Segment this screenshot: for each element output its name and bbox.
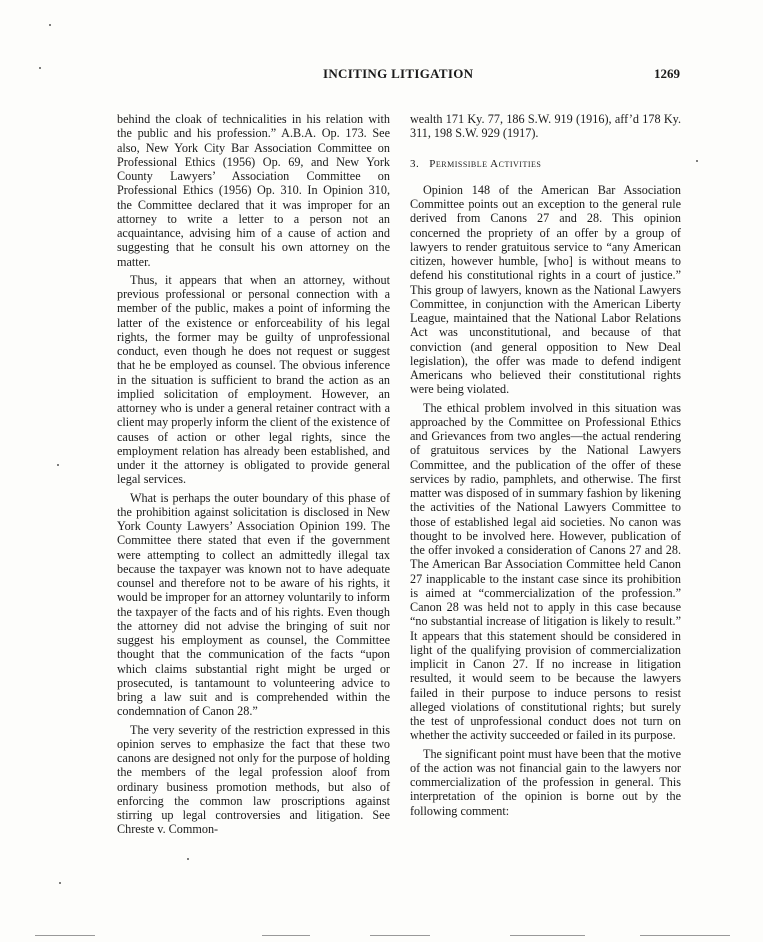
running-title: INCITING LITIGATION bbox=[323, 66, 474, 81]
paragraph: The ethical problem involved in this situation was approached by the Committee on Professional Ethics and Grievances from two angles—the actual rendering of gratuitous services by the National Lawyers Committee, and the publication of the offer of these services by radio, pamphlets, and otherwise. The first matter was disposed of in summary fashion by likening the activities of the National Lawyers Committee to those of established legal aid societies. No canon was thought to be involved here. However, publication of the offer invoked a consideration of Canons 27 and 28. The American Bar Association Committee held Canon 27 inapplicable to the instant case since its prohibition is aimed at “commercialization of the profession.” Canon 28 was held not to apply in this case because “no substantial increase of litigation is likely to result.” It appears that this statement should be considered in light of the qualifying provision of commercialization implicit in Canon 27. If no increase in litigation resulted, it would seem to be because the lawyers failed in their purpose to induce persons to resist alleged violations of constitutional rights; but surely the test of unprofessional conduct does not turn on whether the activity succeeded or failed in its purpose. bbox=[410, 400, 681, 743]
section-heading bbox=[410, 157, 681, 171]
paragraph: Opinion 148 of the American Bar Association Committee points out an exception to the general rule derived from Canons 27 and 28. This opinion concerned the propriety of an offer by a group of lawyers to render gratuitous service to “any American citizen, however humble, [who] is without means to defend his constitutional rights in a court of justice.” This group of lawyers, known as the National Lawyers Committee, in conjunction with the American Liberty League, maintained that the National Labor Relations Act was unconstitutional, and because of that conviction (and general opposition to New Deal legislation), the offer was made to defend indigent Americans who believed their constitutional rights were being violated. bbox=[410, 182, 681, 397]
section-title: Permissible Activities bbox=[429, 157, 542, 170]
paragraph: Thus, it appears that when an attorney, without previous professional or personal connection with a member of the public, makes a point of informing the latter of the existence or enforceability of his legal rights, the former may be guilty of unprofessional conduct, even though he does not request or suggest that he be employed as counsel. The obvious inference in the situation is sufficient to brand the action as an implied solicitation of employment. However, an attorney who is under a general retainer contract with a client may properly inform the client of the existence of causes of action or other legal rights, since the employment relation has already been established, and under it the attorney is obligated to provide general legal services. bbox=[117, 272, 390, 487]
paragraph-continuation: wealth 171 Ky. 77, 186 S.W. 919 (1916), aff’d 178 Ky. 311, 198 S.W. 929 (1917). bbox=[410, 112, 681, 141]
right-column bbox=[410, 112, 681, 822]
bottom-rule bbox=[35, 935, 95, 936]
paragraph: The very severity of the restriction expressed in this opinion serves to emphasize the fact that these two canons are designed not only for the purpose of holding the members of the legal profession aloof from ordinary business promotion methods, but also of enforcing the common law proscriptions against stirring up legal controversies and litigation. See Chreste v. Common- bbox=[117, 722, 390, 837]
paragraph: The significant point must have been that the motive of the action was not financial gain to the lawyers nor commercialization of the profession in general. This interpretation of the opinion is borne out by the following comment: bbox=[410, 746, 681, 818]
bottom-rule bbox=[510, 935, 585, 936]
bottom-rule bbox=[262, 935, 310, 936]
page-number: 1269 bbox=[654, 66, 680, 81]
left-column bbox=[117, 112, 390, 841]
paragraph: What is perhaps the outer boundary of this phase of the prohibition against solicitation is disclosed in New York County Lawyers’ Association Opinion 199. The Committee there stated that even if the government were attempting to collect an admittedly illegal tax because the taxpayer was known not to have adequate counsel and therefore not to be aware of his rights, it would be improper for an attorney voluntarily to inform the taxpayer of the facts and of his rights. Even though the attorney did not advise the bringing of suit nor suggest his employment as counsel, the Committee thought that the communication of the facts “upon which claims substantial right might be urged or prosecuted, is tantamount to volunteering advice to bring a law suit and is comprehended within the condemnation of Canon 28.” bbox=[117, 490, 390, 719]
section-number: 3. bbox=[410, 157, 420, 170]
paragraph: behind the cloak of technicalities in his relation with the public and his profession.” A.B.A. Op. 173. See also, New York City Bar Association Committee on Professional Ethics (1956) Op. 69, and New York County Lawyers’ Association Committee on Professional Ethics (1956) Op. 310. In Opinion 310, the Committee declared that it was improper for an attorney to write a letter to a person not an acquaintance, advising him of a cause of action and suggesting that he consult his own attorney on the matter. bbox=[117, 112, 390, 269]
running-header bbox=[0, 66, 763, 86]
bottom-rule bbox=[370, 935, 430, 936]
bottom-rule bbox=[640, 935, 730, 936]
